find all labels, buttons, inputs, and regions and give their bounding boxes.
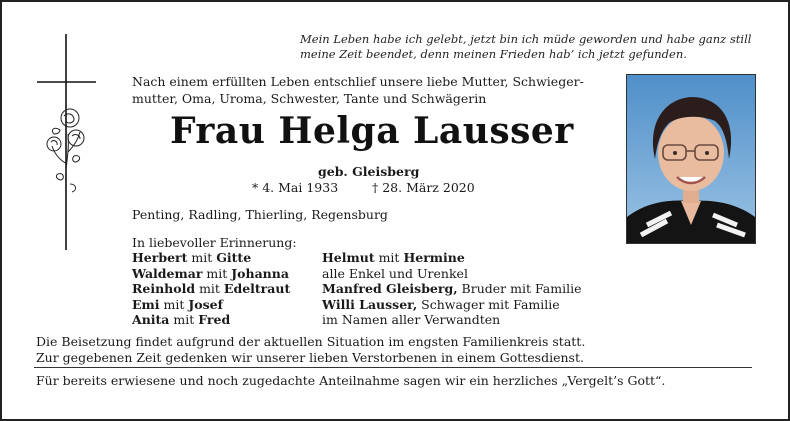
funeral-line-1: Die Beisetzung findet aufgrund der aktuellen Situation im engsten Familienkreis statt.	[36, 334, 586, 349]
mourner-name: Anita	[132, 312, 170, 327]
mourner-partner: Fred	[198, 312, 231, 327]
intro-line-2: mutter, Oma, Uroma, Schwester, Tante und Schwägerin	[132, 91, 487, 106]
funeral-notice	[36, 334, 585, 366]
mourner-connector: mit	[195, 281, 224, 296]
mourner-partner: Johanna	[231, 265, 289, 281]
mourner-row	[322, 266, 581, 282]
mourner-name: Waldemar	[132, 265, 203, 281]
mourner-name: Emi	[132, 296, 160, 312]
mourner-row	[132, 297, 290, 313]
funeral-line-2: Zur gegebenen Zeit gedenken wir unserer lieben Verstorbenen in einem Gottesdienst.	[36, 350, 584, 365]
intro-text	[132, 73, 584, 107]
mourner-connector: mit	[187, 250, 217, 265]
deceased-name: Frau Helga Lausser	[170, 110, 574, 152]
birth-name: geb. Gleisberg	[318, 164, 420, 179]
mourner-connector: mit	[169, 312, 199, 327]
mourner-name: Willi Lausser,	[322, 296, 418, 312]
mourner-row	[322, 250, 581, 266]
mourner-text: im Namen aller Verwandten	[322, 312, 501, 327]
mourner-partner: Edeltraut	[223, 281, 291, 296]
divider	[34, 367, 752, 368]
cross-with-rose-icon	[30, 34, 100, 250]
mourners-right	[322, 250, 581, 328]
thanks-text: Für bereits erwiesene und noch zugedachte Anteilnahme sagen wir ein herzliches „Vergelt’s Gott“.	[36, 373, 666, 388]
mourner-name: Manfred Gleisberg,	[322, 281, 458, 296]
poem-line-2: meine Zeit beendet, denn meinen Frieden hab’ ich jetzt gefunden.	[300, 47, 687, 61]
mourner-connector: mit	[159, 296, 189, 312]
portrait-photo	[626, 74, 756, 244]
mourner-partner: Hermine	[403, 250, 465, 265]
mourner-partner: Gitte	[216, 250, 252, 265]
memory-heading: In liebevoller Erinnerung:	[132, 235, 297, 250]
mourner-text: mit	[374, 250, 404, 265]
mourner-text: Schwager mit Familie	[417, 296, 560, 312]
mourner-row	[322, 281, 581, 297]
mourner-row	[132, 266, 290, 282]
mourners-left	[132, 250, 290, 328]
intro-line-1: Nach einem erfüllten Leben entschlief unsere liebe Mutter, Schwieger-	[132, 74, 584, 89]
portrait-image	[627, 75, 755, 243]
mourner-name: Herbert	[132, 250, 188, 265]
mourner-row	[132, 312, 290, 328]
mourner-connector: mit	[202, 265, 232, 281]
poem-line-1: Mein Leben habe ich gelebt, jetzt bin ich müde geworden und habe ganz still	[300, 32, 752, 46]
death-date: † 28. März 2020	[372, 180, 475, 195]
mourner-name: Helmut	[322, 250, 375, 265]
birth-date: * 4. Mai 1933	[252, 180, 339, 195]
places: Penting, Radling, Thierling, Regensburg	[132, 207, 388, 222]
mourner-row	[132, 281, 290, 297]
mourner-text: alle Enkel und Urenkel	[322, 265, 468, 281]
mourner-name: Reinhold	[132, 281, 196, 296]
mourner-row	[132, 250, 290, 266]
mourner-text: Bruder mit Familie	[457, 281, 582, 296]
mourner-partner: Josef	[188, 296, 223, 312]
mourner-row	[322, 297, 581, 313]
mourner-row	[322, 312, 581, 328]
poem	[300, 32, 770, 62]
